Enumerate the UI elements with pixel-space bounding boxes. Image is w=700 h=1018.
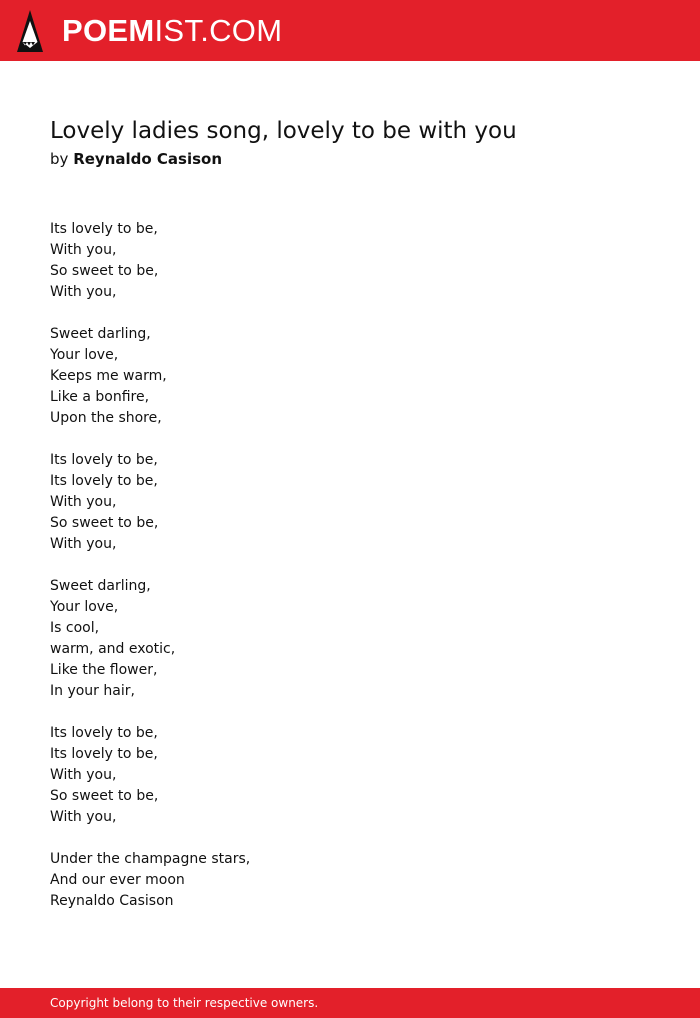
logo-wordmark-strong: POEM: [62, 13, 155, 48]
poem-line: Its lovely to be,: [50, 452, 158, 468]
poem-line: With you,: [50, 494, 117, 510]
poem-line: Its lovely to be,: [50, 746, 158, 762]
poem-line: So sweet to be,: [50, 263, 159, 279]
poem-line: With you,: [50, 767, 117, 783]
poem-line: And our ever moon: [50, 872, 185, 888]
poem-line: Its lovely to be,: [50, 221, 158, 237]
poem-line: Upon the shore,: [50, 410, 162, 426]
poem-line: warm, and exotic,: [50, 641, 176, 657]
poem-author: Reynaldo Casison: [73, 150, 223, 168]
poem-line: With you,: [50, 284, 117, 300]
poem-stanza: [50, 576, 650, 702]
poem-line: So sweet to be,: [50, 515, 159, 531]
poem-line: Reynaldo Casison: [50, 893, 174, 909]
poem-byline: [50, 148, 222, 170]
site-footer: [0, 988, 700, 1018]
poem-stanza: [50, 849, 650, 912]
poem-line: Your love,: [50, 599, 119, 615]
poem-stanza: [50, 219, 650, 303]
poem-line: Its lovely to be,: [50, 473, 158, 489]
poem-body: [50, 219, 650, 933]
poem-line: Under the champagne stars,: [50, 851, 251, 867]
poem-stanza: [50, 324, 650, 429]
poem-line: Its lovely to be,: [50, 725, 158, 741]
poem-line: Like the flower,: [50, 662, 158, 678]
site-header: [0, 0, 700, 61]
logo-wordmark-light: IST.COM: [154, 13, 283, 48]
poem-line: With you,: [50, 809, 117, 825]
poem-line: Is cool,: [50, 620, 100, 636]
poem-line: With you,: [50, 536, 117, 552]
poem-stanza: [50, 450, 650, 555]
poem-line: Sweet darling,: [50, 326, 151, 342]
poem-stanza: [50, 723, 650, 828]
poem-line: Your love,: [50, 347, 119, 363]
poem-line: Sweet darling,: [50, 578, 151, 594]
pencil-logo-icon: [17, 10, 43, 52]
logo-wordmark: [62, 10, 282, 52]
copyright-notice: Copyright belong to their respective owners.: [50, 996, 319, 1010]
poem-line: With you,: [50, 242, 117, 258]
poem-line: Like a bonfire,: [50, 389, 150, 405]
poem-line: So sweet to be,: [50, 788, 159, 804]
by-label: by: [50, 150, 69, 168]
poem-line: In your hair,: [50, 683, 135, 699]
poem-line: Keeps me warm,: [50, 368, 167, 384]
poem-title: Lovely ladies song, lovely to be with you: [50, 118, 517, 144]
site-logo[interactable]: [17, 10, 282, 52]
